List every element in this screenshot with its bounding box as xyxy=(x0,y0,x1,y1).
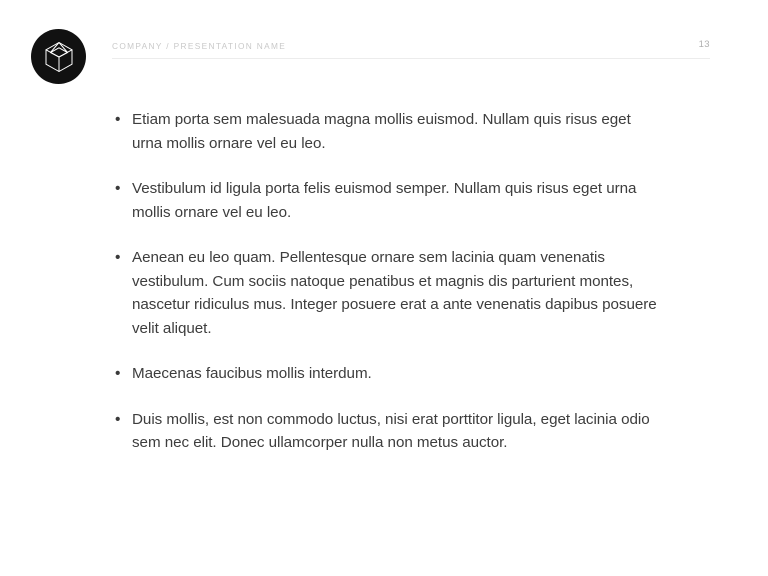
list-item xyxy=(112,246,664,340)
list-item xyxy=(112,362,664,386)
page-number: 13 xyxy=(698,39,710,50)
bullet-marker-icon: • xyxy=(115,249,121,266)
bullet-marker-icon: • xyxy=(115,111,121,128)
list-item xyxy=(112,408,664,455)
bullet-list xyxy=(112,108,664,455)
bullet-marker-icon: • xyxy=(115,410,121,428)
list-item-text: Maecenas faucibus mollis interdum. xyxy=(132,365,372,382)
slide-header xyxy=(112,36,710,60)
list-item-text: Duis mollis, est non commodo luctus, nisi erat porttitor ligula, eget lacinia odio sem nec elit. Donec ullamcorper nulla non metus auctor. xyxy=(132,410,650,451)
list-item-text: Vestibulum id ligula porta felis euismod semper. Nullam quis risus eget urna mollis ornare vel eu leo. xyxy=(132,180,637,221)
logo-badge xyxy=(31,29,86,84)
list-item xyxy=(112,177,664,224)
bullet-marker-icon: • xyxy=(115,365,121,382)
bullet-marker-icon: • xyxy=(115,180,121,197)
list-item-text: Aenean eu leo quam. Pellentesque ornare sem lacinia quam venenatis vestibulum. Cum sociis natoque penatibus et magnis dis parturient montes, nascetur ridiculus mus. Integer posuere erat a ante venenatis dapibus posuere velit aliquet. xyxy=(132,249,657,337)
list-item-text: Etiam porta sem malesuada magna mollis euismod. Nullam quis risus eget urna mollis ornare vel eu leo. xyxy=(132,111,631,152)
list-item xyxy=(112,108,664,155)
presentation-title: COMPANY / PRESENTATION NAME xyxy=(112,41,287,51)
header-divider xyxy=(112,58,710,59)
isometric-cube-logo-icon xyxy=(44,41,74,73)
